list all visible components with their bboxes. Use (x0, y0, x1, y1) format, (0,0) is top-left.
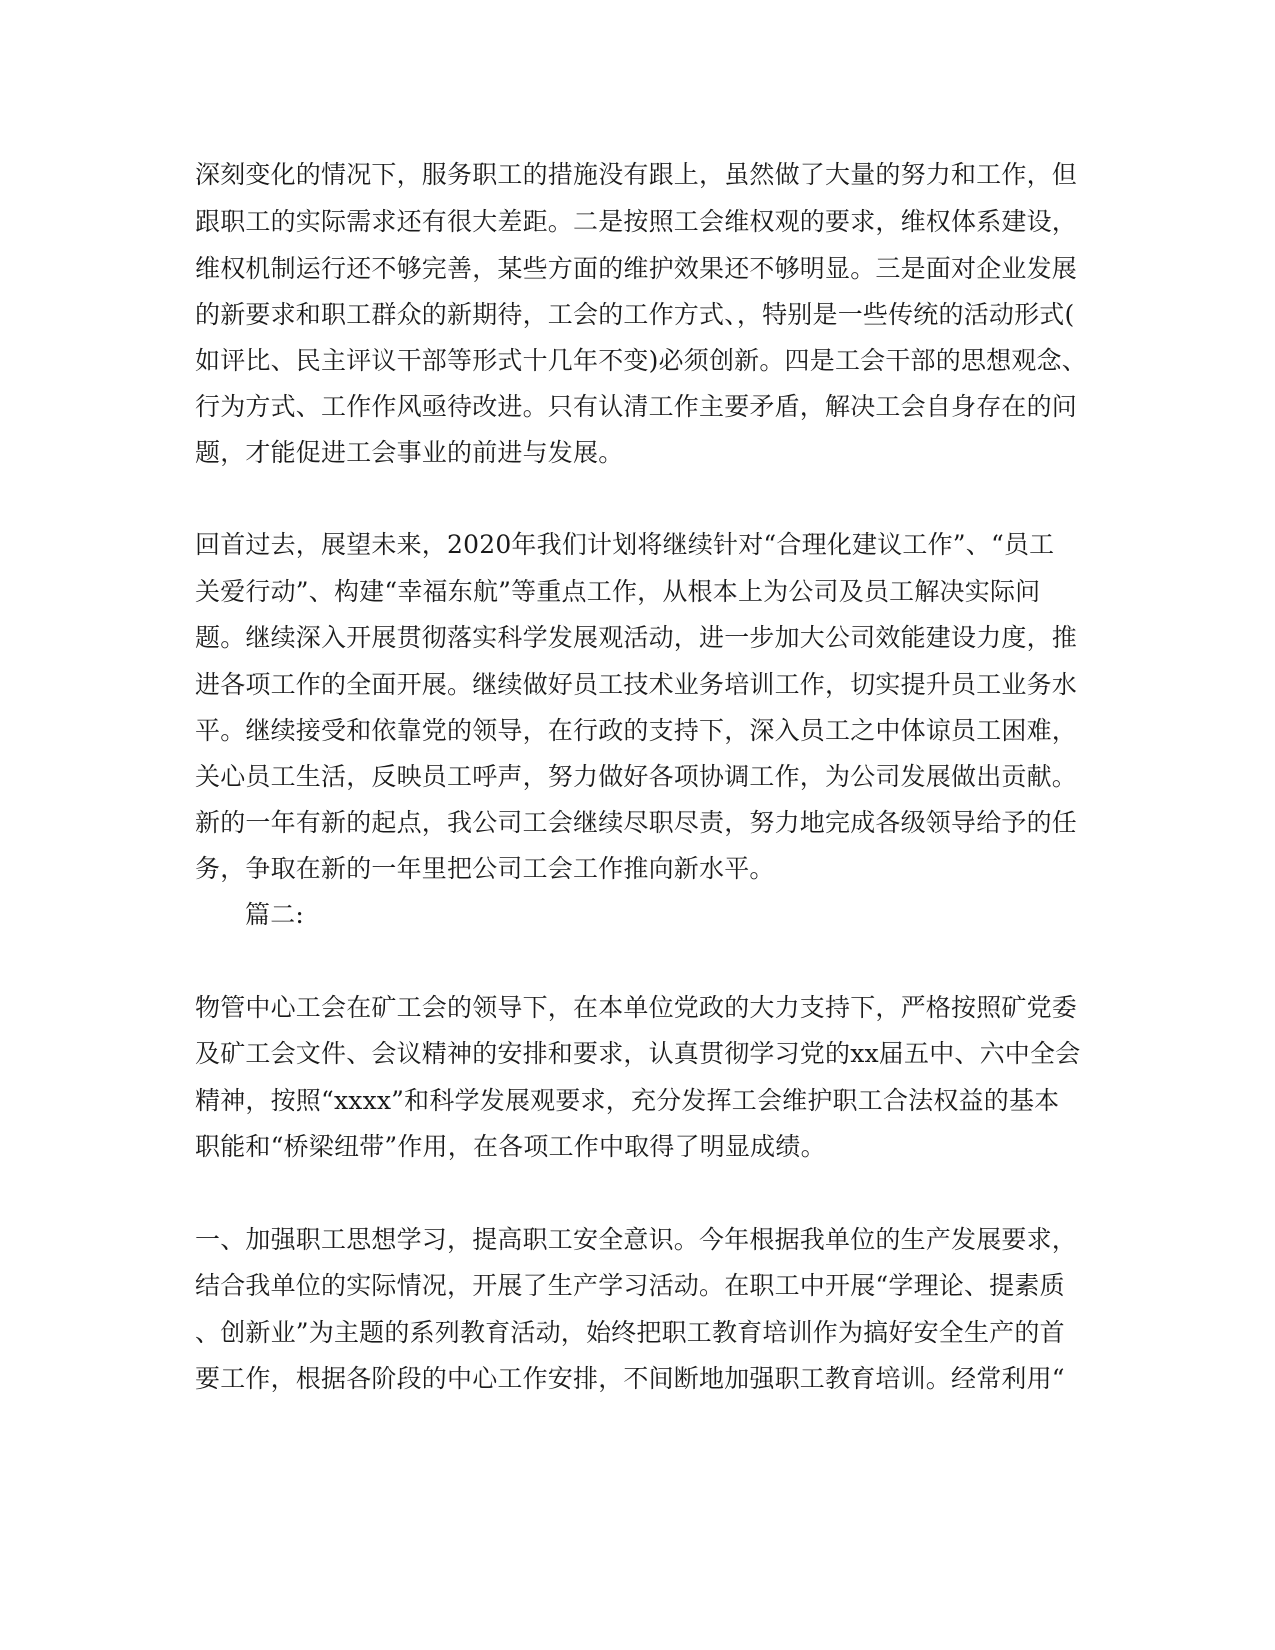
text-line: 关心员工生活，反映员工呼声，努力做好各项协调工作，为公司发展做出贡献。 (195, 762, 1078, 791)
text-line: 及矿工会文件、会议精神的安排和要求，认真贯彻学习党的xx届五中、六中全会 (195, 1039, 1081, 1068)
text-line: 务，争取在新的一年里把公司工会工作推向新水平。 (195, 854, 775, 883)
text-line: 回首过去，展望未来，2020年我们计划将继续针对“合理化建议工作”、“员工 (195, 530, 1055, 559)
text-line: 要工作，根据各阶段的中心工作安排，不间断地加强职工教育培训。经常利用“ (195, 1364, 1065, 1393)
text-line: 物管中心工会在矿工会的领导下，在本单位党政的大力支持下，严格按照矿党委 (195, 993, 1078, 1022)
text-line: 、创新业”为主题的系列教育活动，始终把职工教育培训作为搞好安全生产的首 (195, 1318, 1065, 1347)
text-line: 职能和“桥梁纽带”作用，在各项工作中取得了明显成绩。 (195, 1132, 826, 1161)
text-line: 维权机制运行还不够完善，某些方面的维护效果还不够明显。三是面对企业发展 (195, 254, 1078, 283)
text-line: 的新要求和职工群众的新期待，工会的工作方式、，特别是一些传统的活动形式( (195, 300, 1075, 329)
text-line: 如评比、民主评议干部等形式十几年不变)必须创新。四是工会干部的思想观念、 (195, 346, 1087, 375)
text-line: 平。继续接受和依靠党的领导，在行政的支持下，深入员工之中体谅员工困难， (195, 716, 1078, 745)
text-line: 行为方式、工作作风亟待改进。只有认清工作主要矛盾，解决工会自身存在的问 (195, 392, 1078, 421)
section-heading: 篇二: (245, 900, 305, 929)
text-line: 结合我单位的实际情况，开展了生产学习活动。在职工中开展“学理论、提素质 (195, 1271, 1065, 1300)
text-line: 深刻变化的情况下，服务职工的措施没有跟上，虽然做了大量的努力和工作，但 (195, 160, 1078, 189)
text-line: 题。继续深入开展贯彻落实科学发展观活动，进一步加大公司效能建设力度，推 (195, 623, 1078, 652)
text-line: 跟职工的实际需求还有很大差距。二是按照工会维权观的要求，维权体系建设， (195, 207, 1078, 236)
text-line: 精神，按照“xxxx”和科学发展观要求，充分发挥工会维护职工合法权益的基本 (195, 1086, 1060, 1115)
text-line: 关爱行动”、构建“幸福东航”等重点工作，从根本上为公司及员工解决实际问 (195, 577, 1041, 606)
text-line: 新的一年有新的起点，我公司工会继续尽职尽责，努力地完成各级领导给予的任 (195, 808, 1078, 837)
text-line: 题，才能促进工会事业的前进与发展。 (195, 438, 624, 467)
text-line: 进各项工作的全面开展。继续做好员工技术业务培训工作，切实提升员工业务水 (195, 670, 1078, 699)
text-line: 一、加强职工思想学习，提高职工安全意识。今年根据我单位的生产发展要求， (195, 1225, 1078, 1254)
